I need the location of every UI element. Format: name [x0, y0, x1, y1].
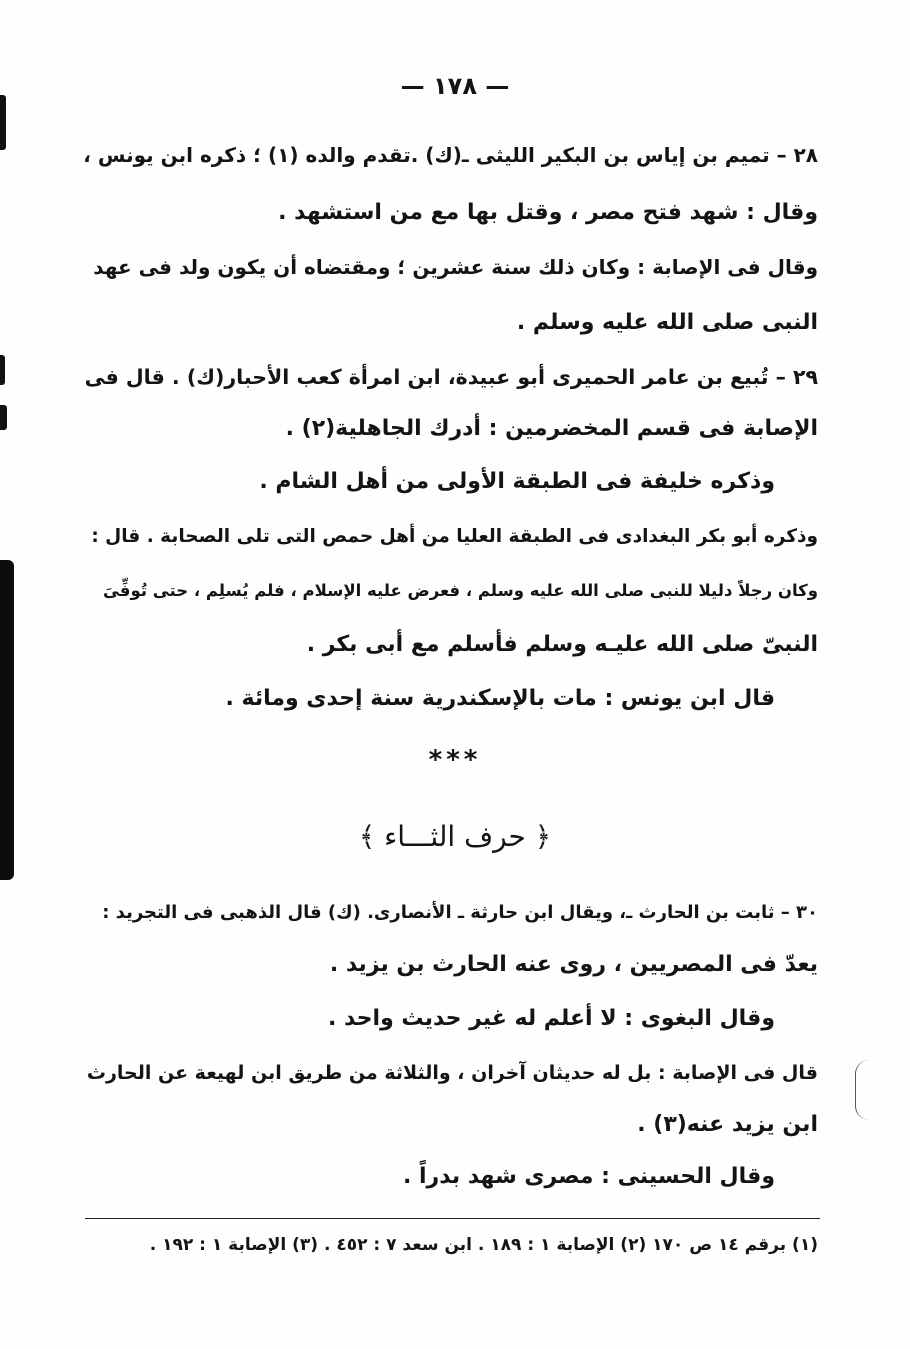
entry-29-line-7: قال ابن يونس : مات بالإسكندرية سنة إحدى ومائة . [225, 686, 775, 711]
entry-30-line-5: ابن يزيد عنه(٣) . [637, 1112, 818, 1137]
margin-bracket-mark [855, 1060, 870, 1120]
section-separator: *** [428, 745, 482, 775]
entry-30-line-6: وقال الحسينى : مصرى شهد بدراً . [403, 1164, 775, 1189]
scan-edge-mark [0, 405, 7, 430]
entry-30-line-1: ٣٠ – ثابت بن الحارث ـ، ويقال ابن حارثة ـ الأنصارى. (ك) قال الذهبى فى التجريد : [102, 902, 818, 923]
entry-29-line-6: النبىّ صلى الله عليـه وسلم فأسلم مع أبى بكر . [306, 632, 818, 657]
footnote-divider [85, 1218, 820, 1219]
entry-28-line-1: ٢٨ – تميم بن إياس بن البكير الليثى ـ(ك) .تقدم والده (١) ؛ ذكره ابن يونس ، [83, 143, 818, 167]
entry-29-line-4: وذكره أبو بكر البغدادى فى الطبقة العليا من أهل حمص التى تلى الصحابة . قال : [91, 526, 818, 547]
footnotes: (١) برقم ١٤ ص ١٧٠ (٢) الإصابة ١ : ١٨٩ . ابن سعد ٧ : ٤٥٢ . (٣) الإصابة ١ : ١٩٢ . [149, 1235, 818, 1255]
entry-28-line-3: وقال فى الإصابة : وكان ذلك سنة عشرين ؛ ومقتضاه أن يكون ولد فى عهد [93, 255, 818, 279]
entry-28-line-4: النبى صلى الله عليه وسلم . [516, 310, 818, 335]
entry-29-line-1: ٢٩ – تُبيع بن عامر الحميرى أبو عبيدة، ابن امرأة كعب الأحبار(ك) . قال فى [84, 365, 818, 389]
page-number: — ١٧٨ — [400, 72, 510, 100]
entry-30-line-4: قال فى الإصابة : بل له حديثان آخران ، والثلاثة من طريق ابن لهيعة عن الحارث [86, 1062, 818, 1084]
entry-30-line-2: يعدّ فى المصريين ، روى عنه الحارث بن يزيد . [329, 952, 818, 977]
entry-29-line-2: الإصابة فى قسم المخضرمين : أدرك الجاهلية(٢) . [285, 416, 818, 441]
scan-edge-mark [0, 355, 5, 385]
section-heading: ﴿ حرف الثـــاء ﴾ [358, 820, 552, 853]
entry-30-line-3: وقال البغوى : لا أعلم له غير حديث واحد . [327, 1006, 775, 1031]
entry-29-line-5: وكان رجلاً دليلا للنبى صلى الله عليه وسلم ، فعرض عليه الإسلام ، فلم يُسلِم ، حتى تُوفِّىَ [102, 581, 818, 600]
scan-edge-mark [0, 95, 6, 150]
entry-28-line-2: وقال : شهد فتح مصر ، وقتل بها مع من استشهد . [278, 200, 818, 225]
entry-29-line-3: وذكره خليفة فى الطبقة الأولى من أهل الشام . [259, 469, 775, 494]
